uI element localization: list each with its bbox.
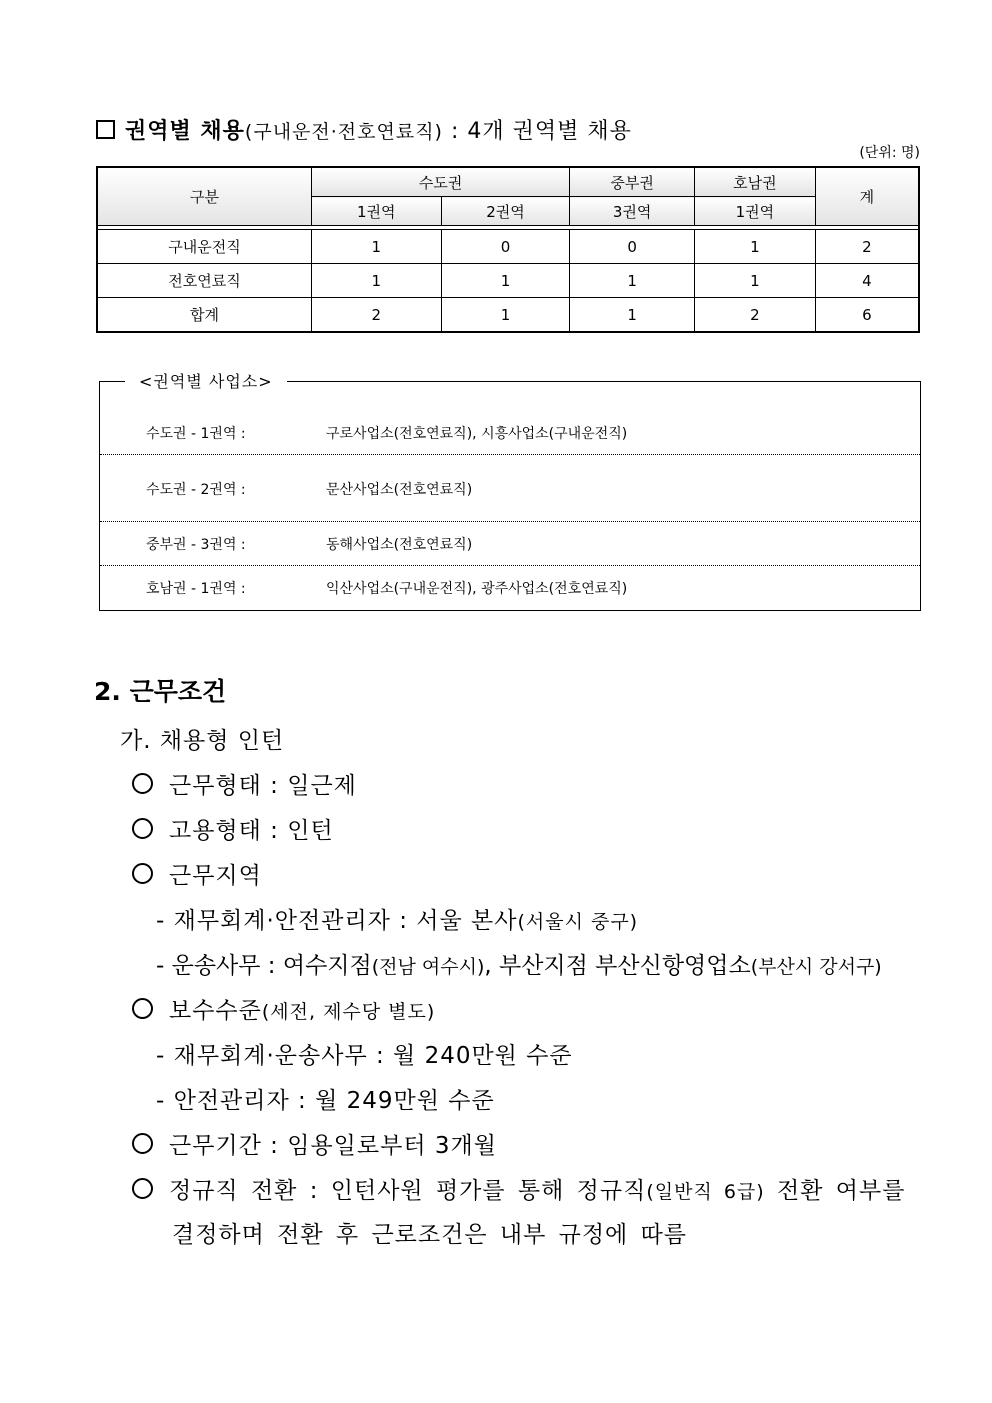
divider <box>100 565 920 566</box>
employ-type-text: 고용형태 : 인턴 <box>169 818 334 844</box>
office-sites: 익산사업소(구내운전직), 광주사업소(전호연료직) <box>326 581 628 597</box>
cell: 0 <box>441 230 570 264</box>
heading-bold: 권역별 채용 <box>125 119 245 144</box>
pay-note: (세전, 제수당 별도) <box>261 1001 436 1023</box>
period-text: 근무기간 : 임용일로부터 3개월 <box>169 1133 497 1159</box>
table-row <box>97 264 919 298</box>
divider <box>100 521 920 522</box>
location-branch2: , 부산지점 부산신항영업소 <box>484 953 751 979</box>
header-sub: 1권역 <box>311 197 441 226</box>
header-group-honam: 호남권 <box>695 167 816 197</box>
cell: 1 <box>570 264 695 298</box>
circle-bullet-icon <box>132 818 153 839</box>
offices-title: <권역별 사업소> <box>125 369 287 392</box>
list-subitem <box>156 902 638 935</box>
location-hq: - 재무회계·안전관리자 : 서울 본사 <box>156 908 518 934</box>
list-subitem: - 재무회계·운송사무 : 월 240만원 수준 <box>156 1043 573 1069</box>
cell: 0 <box>570 230 695 264</box>
office-sites: 동해사업소(전호연료직) <box>326 537 473 553</box>
row-label: 전호연료직 <box>97 264 311 298</box>
office-region: 호남권 - 1권역 : <box>146 581 246 597</box>
list-item <box>132 1172 905 1205</box>
location-text: 근무지역 <box>169 863 262 889</box>
circle-bullet-icon <box>132 1133 153 1154</box>
cell: 1 <box>570 298 695 333</box>
list-item <box>132 1127 497 1160</box>
pay-text: 보수수준 <box>169 998 262 1024</box>
heading-paren: (구내운전·전호연료직) <box>244 121 443 143</box>
cell: 2 <box>695 298 816 333</box>
divider <box>100 454 920 455</box>
list-item <box>132 992 435 1025</box>
cell: 4 <box>815 264 919 298</box>
header-gubun: 구분 <box>97 167 311 226</box>
cell: 1 <box>311 230 441 264</box>
cell: 2 <box>311 298 441 333</box>
checkbox-square-icon <box>96 120 115 139</box>
list-item-continuation: 결정하며 전환 후 근로조건은 내부 규정에 따름 <box>172 1222 688 1248</box>
section-title: 2. 근무조건 <box>94 677 227 706</box>
recruitment-table <box>96 166 920 333</box>
list-subitem: - 안전관리자 : 월 249만원 수준 <box>156 1088 495 1114</box>
header-total: 계 <box>815 167 919 226</box>
list-item <box>132 812 334 845</box>
header-sub: 1권역 <box>695 197 816 226</box>
office-region: 중부권 - 3권역 : <box>146 537 246 553</box>
header-group-sudo: 수도권 <box>311 167 569 197</box>
table-row <box>97 298 919 333</box>
circle-bullet-icon <box>132 863 153 884</box>
cell: 6 <box>815 298 919 333</box>
office-region: 수도권 - 1권역 : <box>146 426 246 442</box>
cell: 1 <box>311 264 441 298</box>
location-branch: - 운송사무 : 여수지점 <box>156 953 372 979</box>
cell: 1 <box>441 298 570 333</box>
convert-note: (일반직 6급) <box>646 1181 765 1203</box>
row-label: 합계 <box>97 298 311 333</box>
circle-bullet-icon <box>132 1178 153 1199</box>
cell: 1 <box>695 230 816 264</box>
subsection-title: 가. 채용형 인턴 <box>120 728 285 754</box>
cell: 1 <box>441 264 570 298</box>
work-type-text: 근무형태 : 일근제 <box>169 773 357 799</box>
row-label: 구내운전직 <box>97 230 311 264</box>
cell: 1 <box>695 264 816 298</box>
location-branch-note: (전남 여수시) <box>371 956 485 978</box>
header-group-jungbu: 중부권 <box>570 167 695 197</box>
circle-bullet-icon <box>132 998 153 1019</box>
offices-box <box>99 381 921 611</box>
circle-bullet-icon <box>132 773 153 794</box>
list-item <box>132 857 262 890</box>
table-row <box>97 230 919 264</box>
office-sites: 구로사업소(전호연료직), 시흥사업소(구내운전직) <box>326 426 628 442</box>
location-hq-note: (서울시 중구) <box>517 911 639 933</box>
office-sites: 문산사업소(전호연료직) <box>326 482 473 498</box>
convert-text: 정규직 전환 : 인턴사원 평가를 통해 정규직 <box>169 1178 647 1204</box>
header-sub: 3권역 <box>570 197 695 226</box>
list-item <box>132 767 357 800</box>
heading-rest: : 4개 권역별 채용 <box>442 119 632 144</box>
location-branch2-note: (부산시 강서구) <box>750 956 882 978</box>
cell: 2 <box>815 230 919 264</box>
unit-label: (단위: 명) <box>859 145 920 161</box>
header-sub: 2권역 <box>441 197 570 226</box>
convert-text-end: 전환 여부를 <box>764 1178 906 1204</box>
list-subitem <box>156 947 882 980</box>
section-heading <box>96 114 632 145</box>
office-region: 수도권 - 2권역 : <box>146 482 246 498</box>
